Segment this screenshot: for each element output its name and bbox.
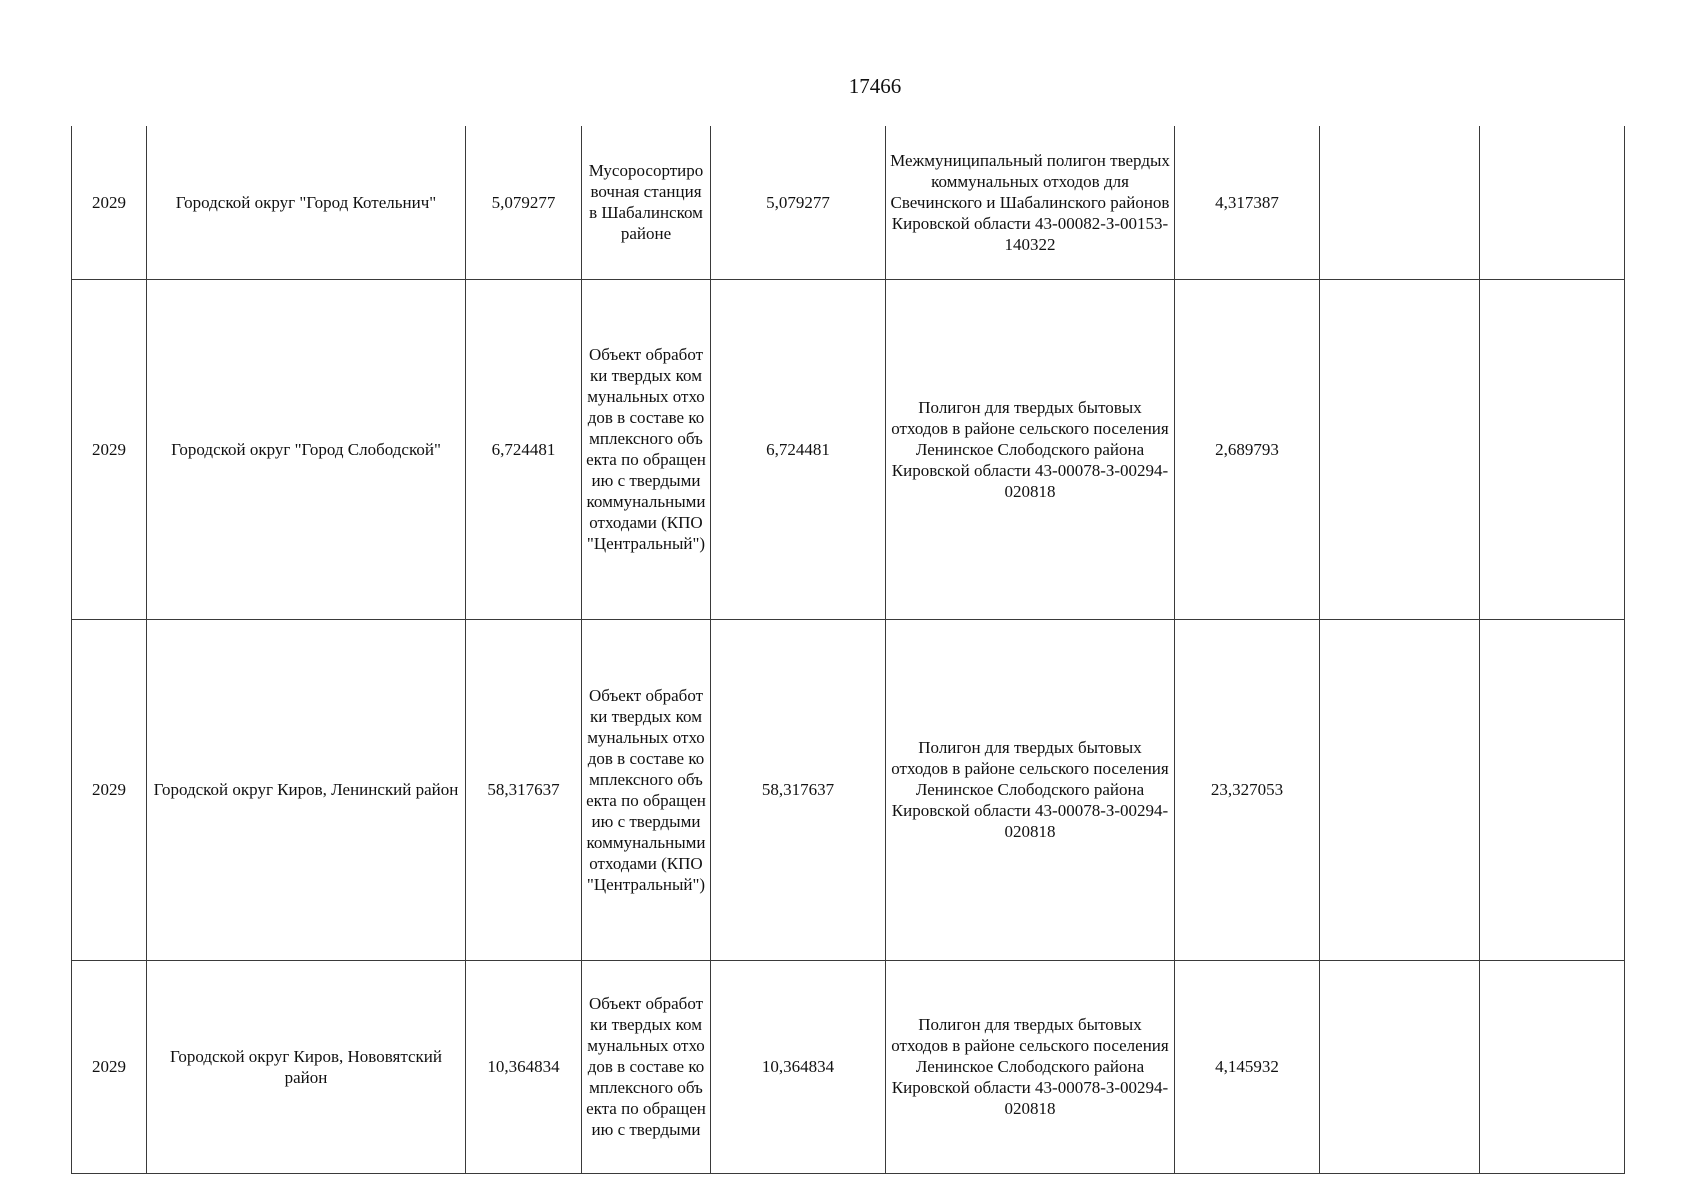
empty-cell bbox=[1480, 126, 1625, 279]
mass-to-destination-cell: 23,327053 bbox=[1175, 619, 1320, 960]
year-cell: 2029 bbox=[72, 619, 147, 960]
empty-cell bbox=[1320, 619, 1480, 960]
destination-cell: Полигон для твердых бытовых отходов в районе сельского поселения Ленинское Слободского района Кировской области 43-00078-З-00294-020818 bbox=[886, 619, 1175, 960]
mass-to-facility-cell: 10,364834 bbox=[711, 960, 886, 1173]
municipality-cell: Городской округ "Город Слободской" bbox=[147, 279, 466, 619]
facility-cell: Объект обработки твердых коммунальных отходов в составе комплексного объекта по обращению с твердыми коммунальными отходами (КПО "Центральный") bbox=[582, 279, 711, 619]
mass-to-destination-cell: 4,145932 bbox=[1175, 960, 1320, 1173]
table-row bbox=[72, 619, 1625, 960]
mass-to-facility-cell: 58,317637 bbox=[711, 619, 886, 960]
year-cell: 2029 bbox=[72, 126, 147, 279]
mass-cell: 58,317637 bbox=[466, 619, 582, 960]
destination-cell: Полигон для твердых бытовых отходов в районе сельского поселения Ленинское Слободского района Кировской области 43-00078-З-00294-020818 bbox=[886, 960, 1175, 1173]
facility-cell: Объект обработки твердых коммунальных отходов в составе комплексного объекта по обращению с твердыми bbox=[582, 960, 711, 1173]
mass-cell: 5,079277 bbox=[466, 126, 582, 279]
mass-to-destination-cell: 4,317387 bbox=[1175, 126, 1320, 279]
empty-cell bbox=[1320, 279, 1480, 619]
empty-cell bbox=[1480, 279, 1625, 619]
municipality-cell: Городской округ "Город Котельнич" bbox=[147, 126, 466, 279]
destination-cell: Межмуниципальный полигон твердых коммунальных отходов для Свечинского и Шабалинского районов Кировской области 43-00082-З-00153-140322 bbox=[886, 126, 1175, 279]
municipality-cell: Городской округ Киров, Ленинский район bbox=[147, 619, 466, 960]
mass-to-facility-cell: 5,079277 bbox=[711, 126, 886, 279]
facility-cell: Мусоросортировочная станция в Шабалинском районе bbox=[582, 126, 711, 279]
mass-to-destination-cell: 2,689793 bbox=[1175, 279, 1320, 619]
year-cell: 2029 bbox=[72, 960, 147, 1173]
waste-flow-table bbox=[71, 126, 1625, 1174]
mass-cell: 6,724481 bbox=[466, 279, 582, 619]
municipality-cell: Городской округ Киров, Нововятский район bbox=[147, 960, 466, 1173]
empty-cell bbox=[1320, 126, 1480, 279]
empty-cell bbox=[1480, 960, 1625, 1173]
table-row bbox=[72, 960, 1625, 1173]
table-row bbox=[72, 126, 1625, 279]
page-number: 17466 bbox=[848, 74, 902, 98]
year-cell: 2029 bbox=[72, 279, 147, 619]
destination-cell: Полигон для твердых бытовых отходов в районе сельского поселения Ленинское Слободского района Кировской области 43-00078-З-00294-020818 bbox=[886, 279, 1175, 619]
facility-cell: Объект обработки твердых коммунальных отходов в составе комплексного объекта по обращению с твердыми коммунальными отходами (КПО "Центральный") bbox=[582, 619, 711, 960]
empty-cell bbox=[1320, 960, 1480, 1173]
table-row bbox=[72, 279, 1625, 619]
mass-cell: 10,364834 bbox=[466, 960, 582, 1173]
mass-to-facility-cell: 6,724481 bbox=[711, 279, 886, 619]
empty-cell bbox=[1480, 619, 1625, 960]
